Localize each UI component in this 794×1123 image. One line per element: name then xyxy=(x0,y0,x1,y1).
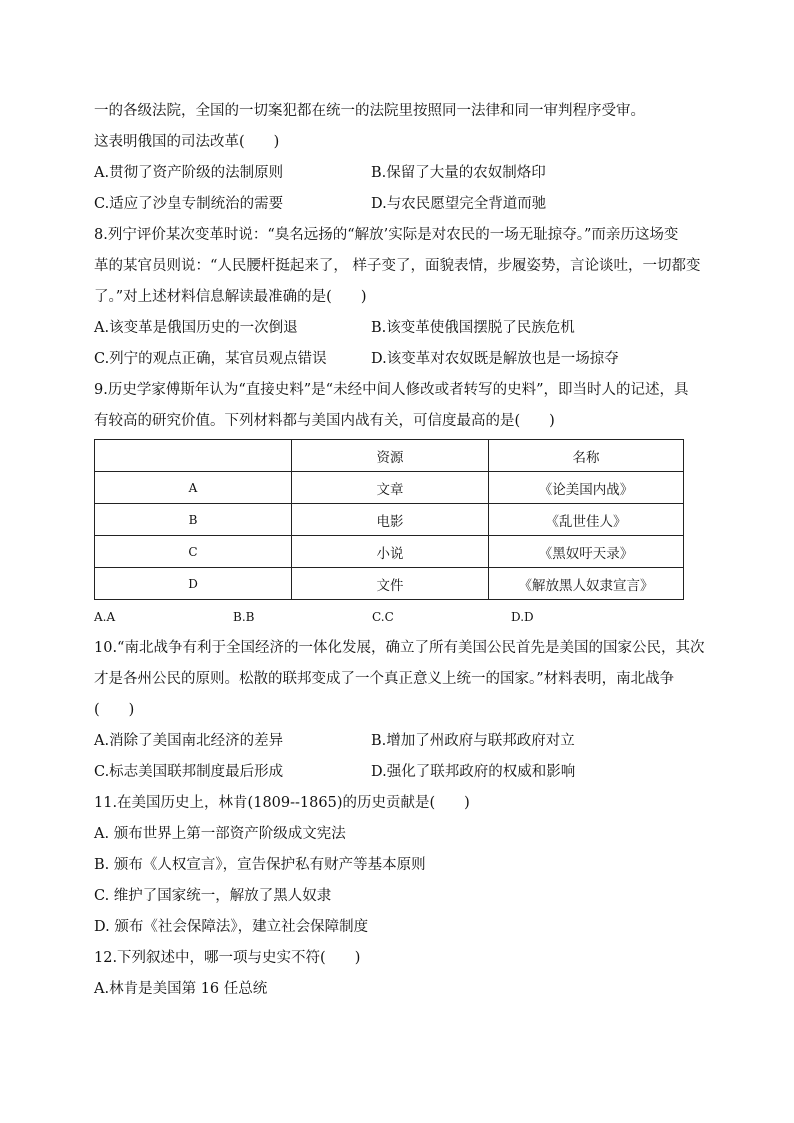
q9-source-table xyxy=(94,439,684,600)
q10-option-b[interactable]: B.增加了州政府与联邦政府对立 xyxy=(371,733,575,749)
table-cell: 小说 xyxy=(292,536,489,568)
q7-line-2: 这表明俄国的司法改革( ) xyxy=(94,134,280,150)
q8-options-row-2 xyxy=(94,344,704,375)
q8-line-2: 革的某官员则说：“人民腰杆挺起来了， 样子变了，面貌表情，步履姿势，言论谈吐，一切都变 xyxy=(94,258,701,274)
q7-options-row-2 xyxy=(94,189,704,220)
q8-options-row-1 xyxy=(94,313,704,344)
q7-option-a[interactable]: A.贯彻了资产阶级的法制原则 xyxy=(94,165,284,181)
q7-option-c[interactable]: C.适应了沙皇专制统治的需要 xyxy=(94,196,284,212)
table-cell: B xyxy=(95,504,292,536)
q10-option-d[interactable]: D.强化了联邦政府的权威和影响 xyxy=(371,764,576,780)
q9-option-b[interactable]: B.B xyxy=(233,610,255,624)
table-cell: 文章 xyxy=(292,472,489,504)
q8-option-a[interactable]: A.该变革是俄国历史的一次倒退 xyxy=(94,320,298,336)
q9-line-1: 9.历史学家傅斯年认为“直接史料”是“未经中间人修改或者转写的史料”，即当时人的记述，具 xyxy=(94,382,689,398)
table-cell: 《黑奴吁天录》 xyxy=(489,536,684,568)
table-cell: A xyxy=(95,472,292,504)
table-cell: 文件 xyxy=(292,568,489,600)
q10-options-row-1 xyxy=(94,726,704,757)
q8-option-c[interactable]: C.列宁的观点正确，某官员观点错误 xyxy=(94,351,327,367)
table-row xyxy=(95,536,684,568)
table-row xyxy=(95,504,684,536)
q9-options-row xyxy=(94,602,704,633)
table-cell: 电影 xyxy=(292,504,489,536)
table-header-cell: 名称 xyxy=(489,440,684,472)
q9-option-c[interactable]: C.C xyxy=(372,610,394,624)
q10-line-3: ( ) xyxy=(94,702,135,718)
table-cell: 《解放黑人奴隶宣言》 xyxy=(489,568,684,600)
table-cell: 《论美国内战》 xyxy=(489,472,684,504)
table-cell: C xyxy=(95,536,292,568)
q7-line-1: 一的各级法院，全国的一切案犯都在统一的法院里按照同一法律和同一审判程序受审。 xyxy=(94,103,645,119)
table-cell: D xyxy=(95,568,292,600)
q10-option-a[interactable]: A.消除了美国南北经济的差异 xyxy=(94,733,284,749)
q7-option-b[interactable]: B.保留了大量的农奴制烙印 xyxy=(371,165,546,181)
q9-option-a[interactable]: A.A xyxy=(94,610,116,624)
q7-options-row-1 xyxy=(94,158,704,189)
table-row xyxy=(95,472,684,504)
q10-line-1: 10.“南北战争有利于全国经济的一体化发展，确立了所有美国公民首先是美国的国家公民，其次 xyxy=(94,640,705,656)
q8-line-1: 8.列宁评价某次变革时说：“臭名远扬的“解放’实际是对农民的一场无耻掠夺。”而亲历这场变 xyxy=(94,227,679,243)
table-row xyxy=(95,568,684,600)
q12-option-a[interactable]: A.林肯是美国第 16 任总统 xyxy=(94,981,268,997)
q8-option-d[interactable]: D.该变革对农奴既是解放也是一场掠夺 xyxy=(371,351,619,367)
q10-line-2: 才是各州公民的原则。松散的联邦变成了一个真正意义上统一的国家。”材料表明，南北战争 xyxy=(94,671,675,687)
table-header-cell: 资源 xyxy=(292,440,489,472)
q10-options-row-2 xyxy=(94,757,704,788)
q11-option-b[interactable]: B. 颁布《人权宣言》，宣告保护私有财产等基本原则 xyxy=(94,857,426,873)
q11-stem: 11.在美国历史上，林肯(1809--1865)的历史贡献是( ) xyxy=(94,795,470,811)
q11-option-a[interactable]: A. 颁布世界上第一部资产阶级成文宪法 xyxy=(94,826,346,842)
q7-option-d[interactable]: D.与农民愿望完全背道而驰 xyxy=(371,196,547,212)
q9-option-d[interactable]: D.D xyxy=(511,610,534,624)
q12-stem: 12.下列叙述中，哪一项与史实不符( ) xyxy=(94,950,361,966)
q8-line-3: 了。”对上述材料信息解读最准确的是( ) xyxy=(94,289,367,305)
table-header-cell xyxy=(95,440,292,472)
q9-line-2: 有较高的研究价值。下列材料都与美国内战有关，可信度最高的是( ) xyxy=(94,413,555,429)
table-cell: 《乱世佳人》 xyxy=(489,504,684,536)
q11-option-c[interactable]: C. 维护了国家统一，解放了黑人奴隶 xyxy=(94,888,332,904)
table-header-row xyxy=(95,440,684,472)
q11-option-d[interactable]: D. 颁布《社会保障法》，建立社会保障制度 xyxy=(94,919,369,935)
q10-option-c[interactable]: C.标志美国联邦制度最后形成 xyxy=(94,764,284,780)
q8-option-b[interactable]: B.该变革使俄国摆脱了民族危机 xyxy=(371,320,575,336)
exam-page xyxy=(94,96,704,1005)
